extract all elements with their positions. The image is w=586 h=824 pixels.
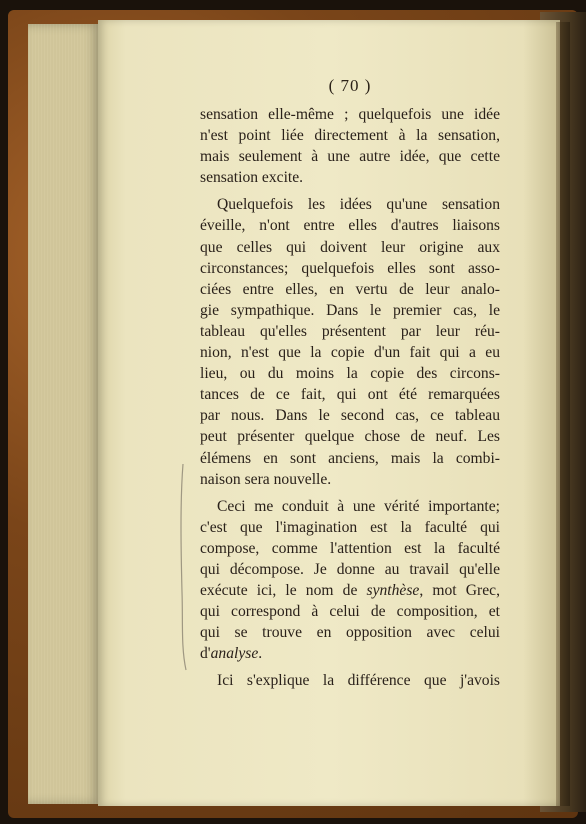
- text-line: Quelquefois les idées qu'une sensation: [217, 196, 500, 214]
- text-line: mais seulement à une autre idée, que cette: [200, 148, 500, 166]
- text-fragment: , mot Grec,: [419, 582, 500, 600]
- italic-word: synthèse: [366, 582, 420, 600]
- text-line: gie sympathique. Dans le premier cas, le: [200, 301, 500, 319]
- text-line: nion, n'est que la copie d'un fait qui a eu: [200, 344, 500, 362]
- text-line: que celles qui doivent leur origine aux: [200, 238, 500, 256]
- text-line: tableau qu'elles présentent par leur réu-: [200, 322, 500, 340]
- text-line: ciées entre elles, en vertu de leur analo-: [200, 280, 500, 298]
- text-fragment: exécute ici, le nom de: [200, 582, 367, 600]
- text-line: [200, 643, 500, 664]
- text-line: circonstances; quelquefois elles sont asso-: [200, 259, 500, 277]
- text-line: peut présenter quelque chose de neuf. Les: [200, 428, 500, 446]
- text-fragment: .: [258, 645, 263, 663]
- text-line: lieu, ou du moins la copie des circons-: [200, 365, 500, 383]
- text-line: c'est que l'imagination est la faculté qui: [200, 518, 500, 536]
- text-line: [200, 580, 500, 601]
- gutter-shadow: [556, 22, 570, 806]
- text-line: qui se trouve en opposition avec celui: [200, 624, 500, 642]
- text-line: naison sera nouvelle.: [200, 470, 332, 488]
- text-line: qui correspond à celui de composition, et: [200, 603, 500, 621]
- text-line: sensation elle-même ; quelquefois une idée: [200, 106, 500, 123]
- text-line: Ceci me conduit à une vérité importante;: [217, 497, 500, 515]
- pencil-margin-mark: [177, 462, 189, 672]
- italic-word: analyse: [210, 645, 259, 663]
- page-stack-edge: [28, 24, 100, 804]
- text-line: compose, comme l'attention est la faculté: [200, 539, 500, 557]
- text-fragment: d': [200, 645, 211, 663]
- text-line: tances de ce fait, qui ont été remarquées: [200, 386, 500, 404]
- text-line: élémens en sont anciens, mais la combi-: [200, 449, 500, 467]
- text-line: éveille, n'ont entre elles d'autres liaisons: [200, 217, 500, 235]
- text-line: sensation excite.: [200, 169, 304, 187]
- page-text: [200, 104, 500, 692]
- page-number: ( 70 ): [328, 76, 372, 95]
- text-line: n'est point liée directement à la sensation,: [200, 127, 500, 145]
- text-line: Ici s'explique la différence que j'avois: [217, 672, 500, 690]
- text-line: qui décompose. Je donne au travail qu'elle: [200, 560, 500, 578]
- text-line: par nous. Dans le second cas, ce tableau: [200, 407, 500, 425]
